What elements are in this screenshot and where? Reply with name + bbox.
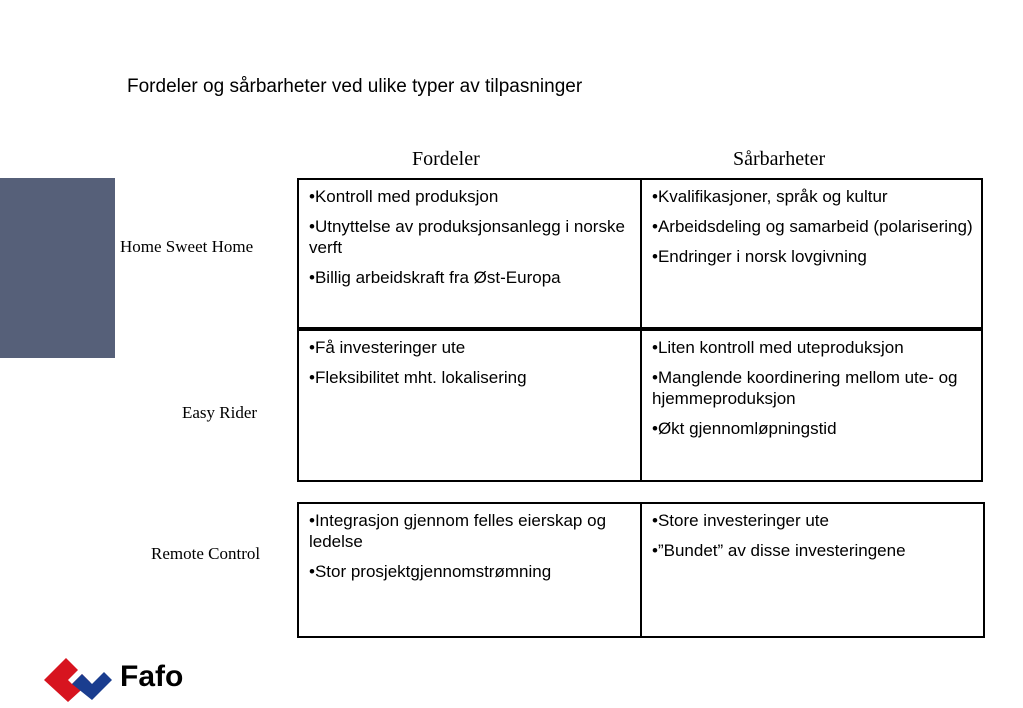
cell-sarbarheter — [642, 331, 981, 480]
list-item: •Kvalifikasjoner, språk og kultur — [652, 187, 888, 206]
table-row-remote-control — [297, 502, 985, 638]
list-item: •Store investeringer ute — [652, 511, 829, 530]
cell-fordeler — [299, 504, 642, 636]
list-item: •Kontroll med produksjon — [309, 187, 499, 206]
fafo-logo — [42, 654, 202, 704]
cell-sarbarheter — [642, 180, 981, 327]
list-item: •Integrasjon gjennom felles eierskap og ledelse — [309, 511, 607, 551]
list-item: •Stor prosjektgjennomstrømning — [309, 562, 552, 581]
list-item: •Fleksibilitet mht. lokalisering — [309, 368, 527, 387]
row-label-easy-rider: Easy Rider — [182, 403, 258, 422]
side-accent-bar — [0, 178, 115, 358]
list-item: •Utnyttelse av produksjonsanlegg i norske verft — [309, 217, 625, 257]
list-item: •”Bundet” av disse investeringene — [652, 541, 906, 560]
list-item: •Økt gjennomløpningstid — [652, 419, 837, 438]
fafo-logo-text: Fafo — [120, 660, 184, 693]
cell-sarbarheter — [642, 504, 983, 636]
list-item: •Liten kontroll med uteproduksjon — [652, 338, 904, 357]
fafo-logo-mark-icon — [42, 654, 114, 704]
slide-title: Fordeler og sårbarheter ved ulike typer av tilpasninger — [127, 76, 583, 97]
column-header-sarbarheter: Sårbarheter — [733, 148, 826, 170]
row-label-home-sweet-home: Home Sweet Home — [120, 237, 254, 256]
list-item: •Arbeidsdeling og samarbeid (polarisering) — [652, 217, 973, 236]
table-row-easy-rider — [297, 329, 983, 482]
cell-fordeler — [299, 180, 642, 327]
cell-fordeler — [299, 331, 642, 480]
table-row-home-sweet-home — [297, 178, 983, 331]
list-item: •Endringer i norsk lovgivning — [652, 247, 867, 266]
row-label-remote-control: Remote Control — [151, 544, 261, 563]
list-item: •Billig arbeidskraft fra Øst-Europa — [309, 268, 561, 287]
list-item: •Få investeringer ute — [309, 338, 466, 357]
column-header-fordeler: Fordeler — [412, 148, 480, 170]
list-item: •Manglende koordinering mellom ute- og hjemmeproduksjon — [652, 368, 958, 408]
